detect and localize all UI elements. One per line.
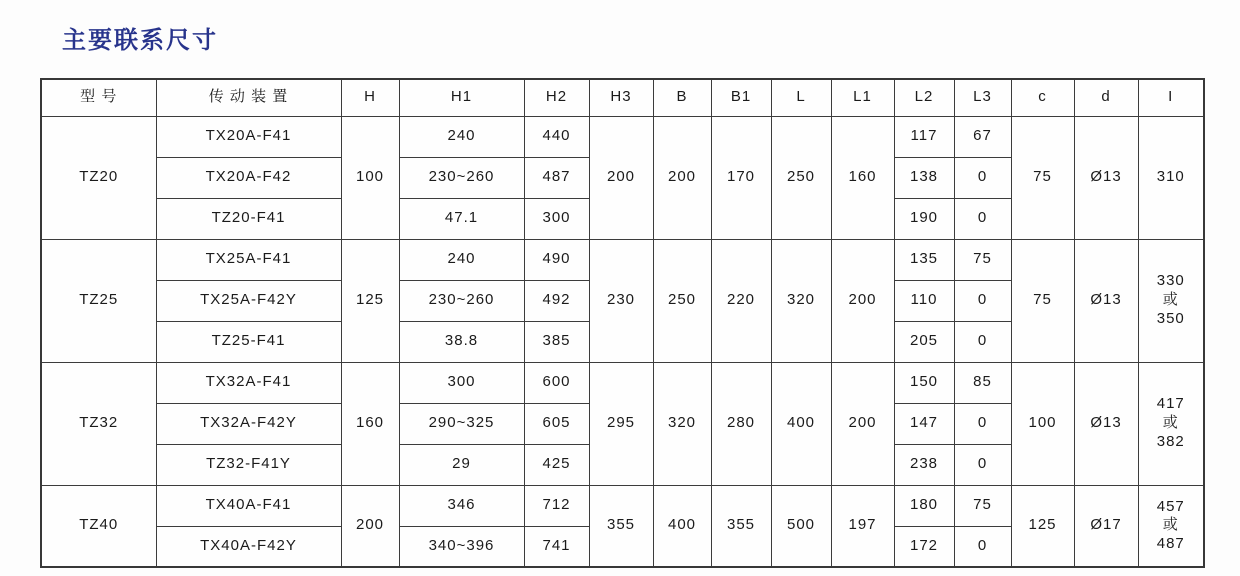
table-row (41, 239, 1204, 280)
l3-cell: 0 (954, 403, 1011, 444)
d-cell: Ø13 (1074, 362, 1138, 485)
header-cell-2: H (341, 79, 399, 116)
l3-cell: 0 (954, 526, 1011, 567)
device-cell: TZ32-F41Y (156, 444, 341, 485)
device-cell: TX25A-F42Y (156, 280, 341, 321)
h1-cell: 240 (399, 116, 524, 157)
h2-cell: 600 (524, 362, 589, 403)
l-cell: 400 (771, 362, 831, 485)
model-cell: TZ40 (41, 485, 156, 567)
b1-cell: 220 (711, 239, 771, 362)
header-cell-11: L3 (954, 79, 1011, 116)
h2-cell: 741 (524, 526, 589, 567)
b-cell: 250 (653, 239, 711, 362)
header-cell-9: L1 (831, 79, 894, 116)
c-cell: 75 (1011, 239, 1074, 362)
b-cell: 200 (653, 116, 711, 239)
l3-cell: 75 (954, 485, 1011, 526)
device-cell: TX32A-F41 (156, 362, 341, 403)
header-cell-6: B (653, 79, 711, 116)
h2-cell: 440 (524, 116, 589, 157)
b1-cell: 280 (711, 362, 771, 485)
table-row (41, 485, 1204, 526)
l-cell: 320 (771, 239, 831, 362)
i-cell: 457 或 487 (1138, 485, 1204, 567)
h1-cell: 300 (399, 362, 524, 403)
device-cell: TX25A-F41 (156, 239, 341, 280)
h2-cell: 712 (524, 485, 589, 526)
l2-cell: 135 (894, 239, 954, 280)
model-cell: TZ25 (41, 239, 156, 362)
l2-cell: 172 (894, 526, 954, 567)
l2-cell: 205 (894, 321, 954, 362)
l3-cell: 75 (954, 239, 1011, 280)
model-cell: TZ20 (41, 116, 156, 239)
device-cell: TZ20-F41 (156, 198, 341, 239)
l2-cell: 110 (894, 280, 954, 321)
l2-cell: 147 (894, 403, 954, 444)
h3-cell: 295 (589, 362, 653, 485)
l1-cell: 200 (831, 239, 894, 362)
l2-cell: 150 (894, 362, 954, 403)
h1-cell: 230~260 (399, 280, 524, 321)
h1-cell: 346 (399, 485, 524, 526)
l3-cell: 0 (954, 198, 1011, 239)
h3-cell: 200 (589, 116, 653, 239)
h2-cell: 605 (524, 403, 589, 444)
h1-cell: 47.1 (399, 198, 524, 239)
l2-cell: 180 (894, 485, 954, 526)
h1-cell: 340~396 (399, 526, 524, 567)
c-cell: 125 (1011, 485, 1074, 567)
d-cell: Ø13 (1074, 239, 1138, 362)
header-cell-1: 传 动 装 置 (156, 79, 341, 116)
c-cell: 100 (1011, 362, 1074, 485)
l3-cell: 85 (954, 362, 1011, 403)
h1-cell: 38.8 (399, 321, 524, 362)
l1-cell: 200 (831, 362, 894, 485)
device-cell: TX40A-F42Y (156, 526, 341, 567)
i-cell: 310 (1138, 116, 1204, 239)
l1-cell: 160 (831, 116, 894, 239)
table-body (41, 116, 1204, 567)
header-cell-13: d (1074, 79, 1138, 116)
table-row (41, 362, 1204, 403)
l1-cell: 197 (831, 485, 894, 567)
b-cell: 320 (653, 362, 711, 485)
l2-cell: 138 (894, 157, 954, 198)
h-cell: 200 (341, 485, 399, 567)
l3-cell: 0 (954, 280, 1011, 321)
h1-cell: 230~260 (399, 157, 524, 198)
device-cell: TZ25-F41 (156, 321, 341, 362)
page-title: 主要联系尺寸 (62, 27, 218, 54)
i-cell: 417 或 382 (1138, 362, 1204, 485)
b-cell: 400 (653, 485, 711, 567)
d-cell: Ø17 (1074, 485, 1138, 567)
h2-cell: 425 (524, 444, 589, 485)
l-cell: 250 (771, 116, 831, 239)
header-cell-10: L2 (894, 79, 954, 116)
h-cell: 100 (341, 116, 399, 239)
l3-cell: 67 (954, 116, 1011, 157)
header-row (41, 79, 1204, 116)
table-header (41, 79, 1204, 116)
device-cell: TX20A-F41 (156, 116, 341, 157)
l3-cell: 0 (954, 444, 1011, 485)
h1-cell: 290~325 (399, 403, 524, 444)
header-cell-4: H2 (524, 79, 589, 116)
h2-cell: 490 (524, 239, 589, 280)
h2-cell: 385 (524, 321, 589, 362)
l2-cell: 238 (894, 444, 954, 485)
l3-cell: 0 (954, 157, 1011, 198)
table-row (41, 116, 1204, 157)
b1-cell: 170 (711, 116, 771, 239)
h2-cell: 492 (524, 280, 589, 321)
l3-cell: 0 (954, 321, 1011, 362)
h3-cell: 230 (589, 239, 653, 362)
h1-cell: 240 (399, 239, 524, 280)
i-cell: 330 或 350 (1138, 239, 1204, 362)
device-cell: TX32A-F42Y (156, 403, 341, 444)
c-cell: 75 (1011, 116, 1074, 239)
h-cell: 160 (341, 362, 399, 485)
header-cell-14: I (1138, 79, 1204, 116)
device-cell: TX20A-F42 (156, 157, 341, 198)
device-cell: TX40A-F41 (156, 485, 341, 526)
h-cell: 125 (341, 239, 399, 362)
h2-cell: 487 (524, 157, 589, 198)
header-cell-8: L (771, 79, 831, 116)
b1-cell: 355 (711, 485, 771, 567)
model-cell: TZ32 (41, 362, 156, 485)
header-cell-7: B1 (711, 79, 771, 116)
h1-cell: 29 (399, 444, 524, 485)
l2-cell: 190 (894, 198, 954, 239)
dimensions-table (40, 78, 1205, 568)
d-cell: Ø13 (1074, 116, 1138, 239)
h3-cell: 355 (589, 485, 653, 567)
h2-cell: 300 (524, 198, 589, 239)
header-cell-3: H1 (399, 79, 524, 116)
header-cell-5: H3 (589, 79, 653, 116)
header-cell-12: c (1011, 79, 1074, 116)
l-cell: 500 (771, 485, 831, 567)
l2-cell: 117 (894, 116, 954, 157)
header-cell-0: 型 号 (41, 79, 156, 116)
